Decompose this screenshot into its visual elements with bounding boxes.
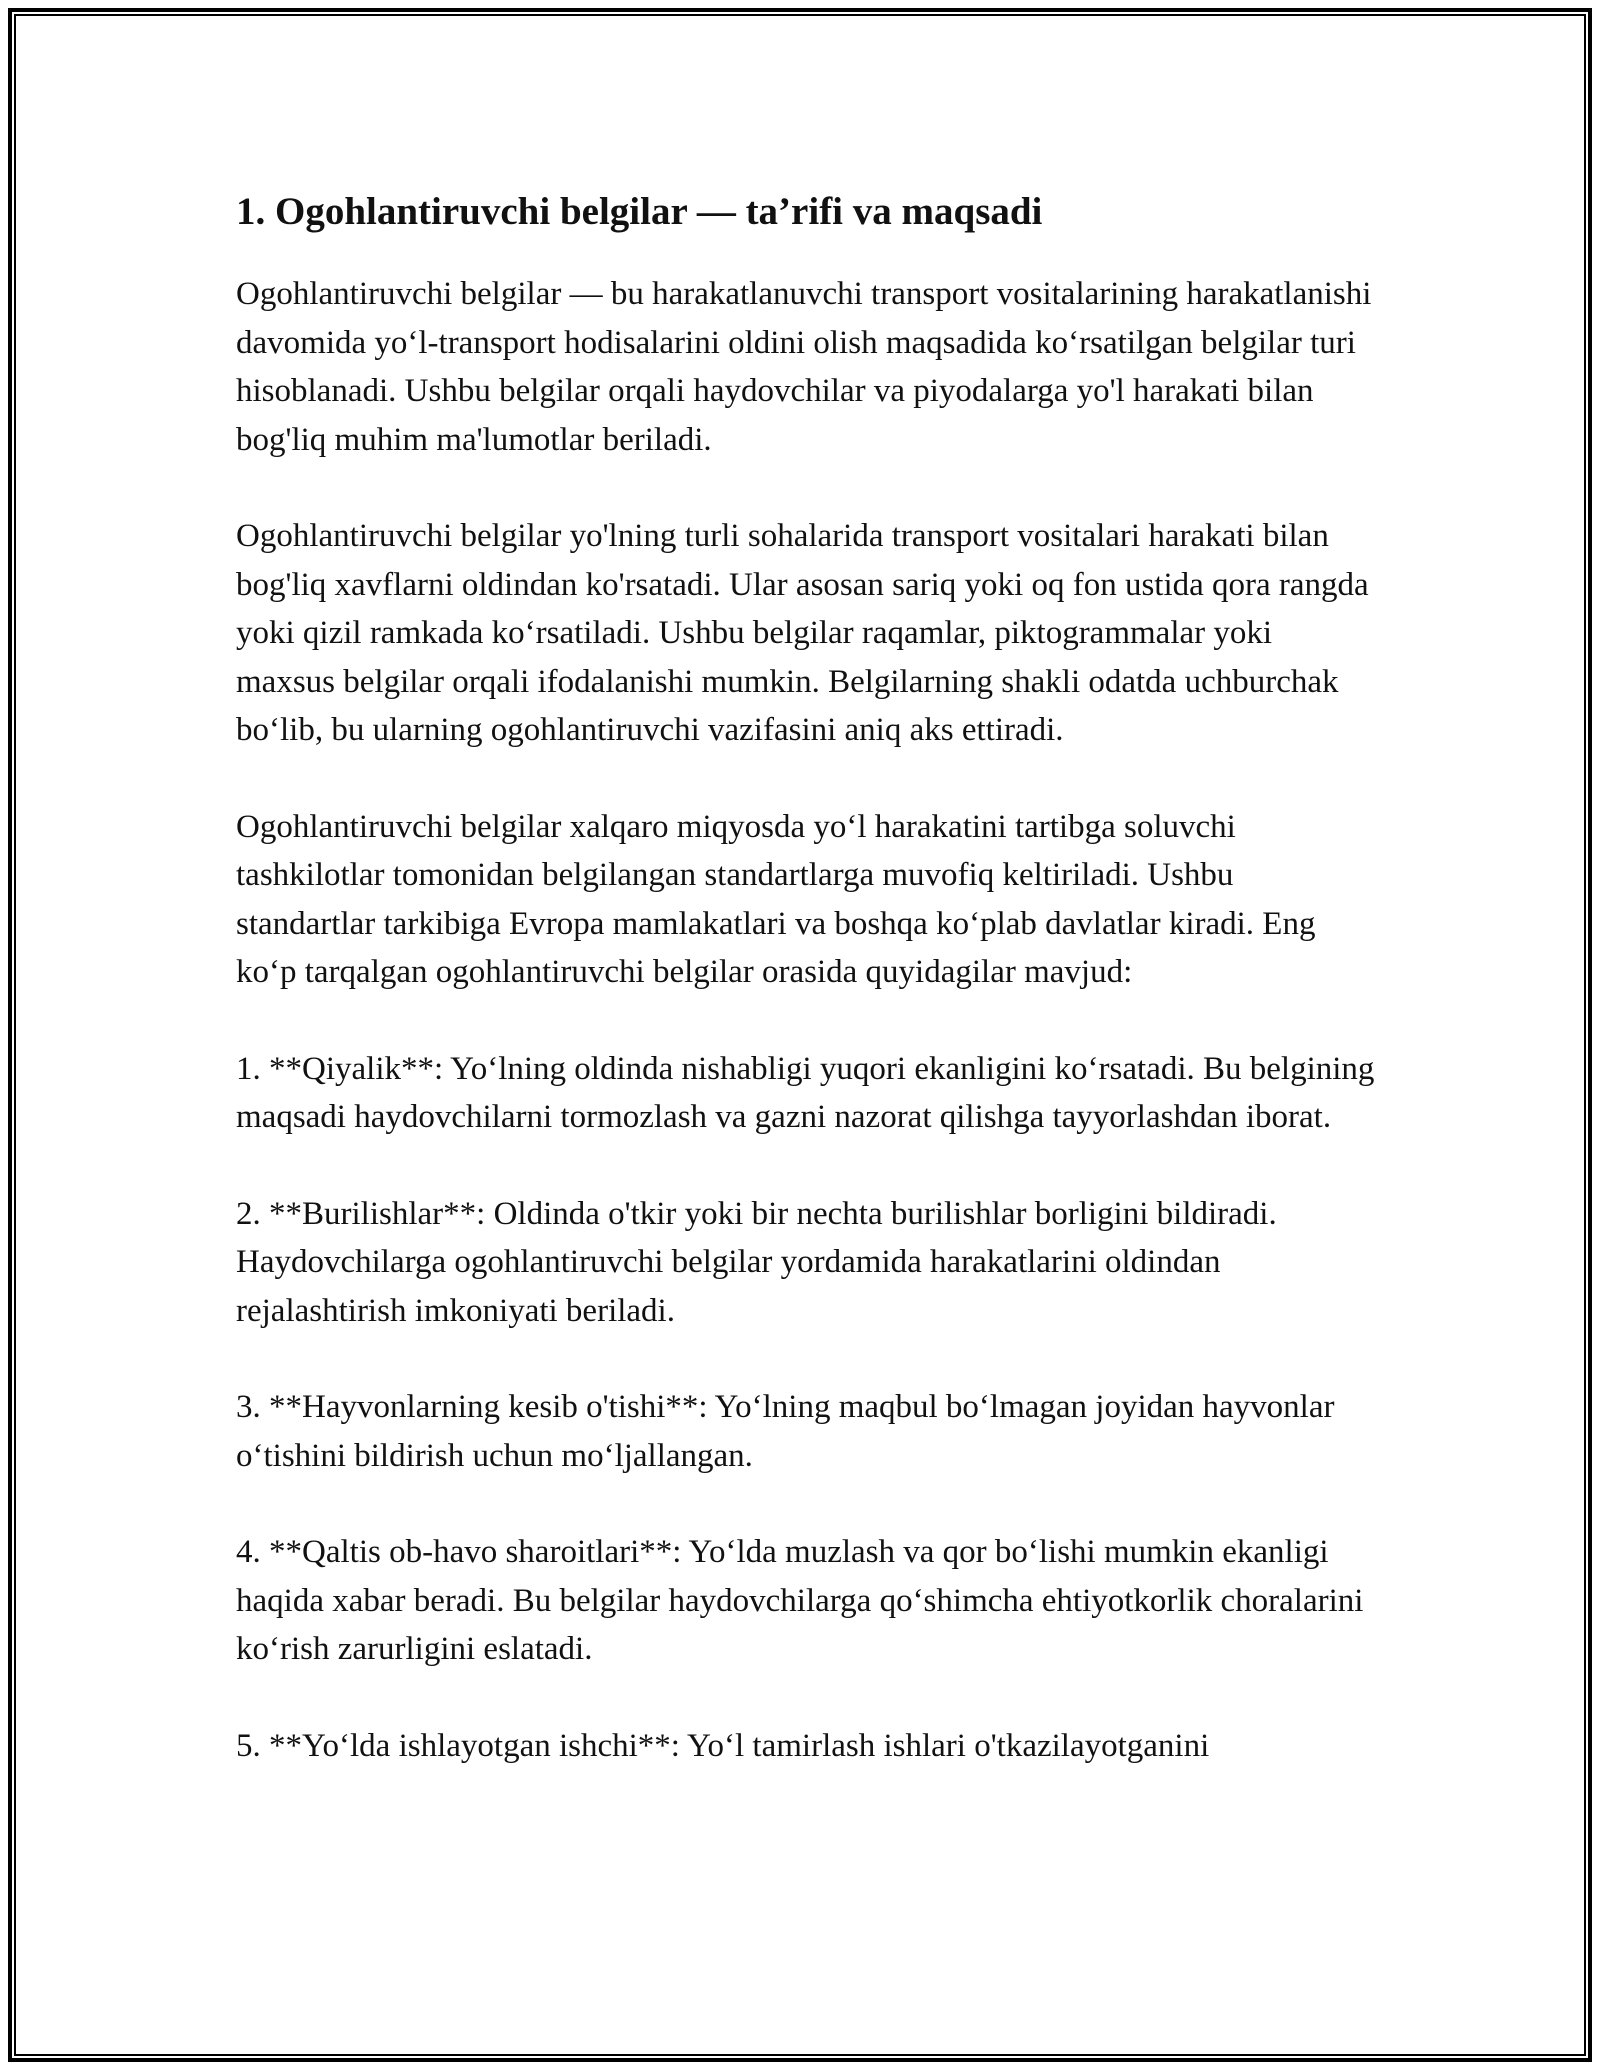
list-item-weather: 4. **Qaltis ob-havo sharoitlari**: Yo‘lda muzlash va qor bo‘lishi mumkin ekanligi haqida xabar beradi. Bu belgilar haydovchilarga qo‘shimcha ehtiyotkorlik choralarini ko‘rish zarurligini eslatadi. [236, 1534, 1364, 1667]
list-item-animal-crossing: 3. **Hayvonlarning kesib o'tishi**: Yo‘lning maqbul bo‘lmagan joyidan hayvonlar o‘tishini bildirish uchun mo‘ljallangan. [236, 1389, 1335, 1474]
list-item-road-work: 5. **Yo‘lda ishlayotgan ishchi**: Yo‘l tamirlash ishlari o'tkazilayotganini [236, 1727, 1210, 1764]
paragraph-appearance: Ogohlantiruvchi belgilar yo'lning turli sohalarida transport vositalari harakati bilan bog'liq xavflarni oldindan ko'rsatadi. Ular asosan sariq yoki oq fon ustida qora rangda yoki qizil ramkada ko‘rsatiladi. Ushbu belgilar raqamlar, piktogrammalar yoki maxsus belgilar orqali ifodalanishi mumkin. Belgilarning shakli odatda uchburchak bo‘lib, bu ularning ogohlantiruvchi vazifasini aniq aks ettiradi. [236, 518, 1369, 748]
section-heading: 1. Ogohlantiruvchi belgilar — ta’rifi va maqsadi [236, 190, 1043, 233]
document-body [236, 186, 1376, 1818]
paragraph-standards: Ogohlantiruvchi belgilar xalqaro miqyosda yo‘l harakatini tartibga soluvchi tashkilotlar tomonidan belgilangan standartlarga muvofiq keltiriladi. Ushbu standartlar tarkibiga Evropa mamlakatlari va boshqa ko‘plab davlatlar kiradi. Eng ko‘p tarqalgan ogohlantiruvchi belgilar orasida quyidagilar mavjud: [236, 808, 1316, 990]
paragraph-definition: Ogohlantiruvchi belgilar — bu harakatlanuvchi transport vositalarining harakatlanishi davomida yo‘l-transport hodisalarini oldini olish maqsadida ko‘rsatilgan belgilar turi hisoblanadi. Ushbu belgilar orqali haydovchilar va piyodalarga yo'l harakati bilan bog'liq muhim ma'lumotlar beriladi. [236, 276, 1372, 458]
list-item-slope: 1. **Qiyalik**: Yo‘lning oldinda nishabligi yuqori ekanligini ko‘rsatadi. Bu belgining maqsadi haydovchilarni tormozlash va gazni nazorat qilishga tayyorlashdan iborat. [236, 1050, 1375, 1135]
list-item-curves: 2. **Burilishlar**: Oldinda o'tkir yoki bir nechta burilishlar borligini bildiradi. Haydovchilarga ogohlantiruvchi belgilar yordamida harakatlarini oldindan rejalashtirish imkoniyati beriladi. [236, 1195, 1277, 1329]
